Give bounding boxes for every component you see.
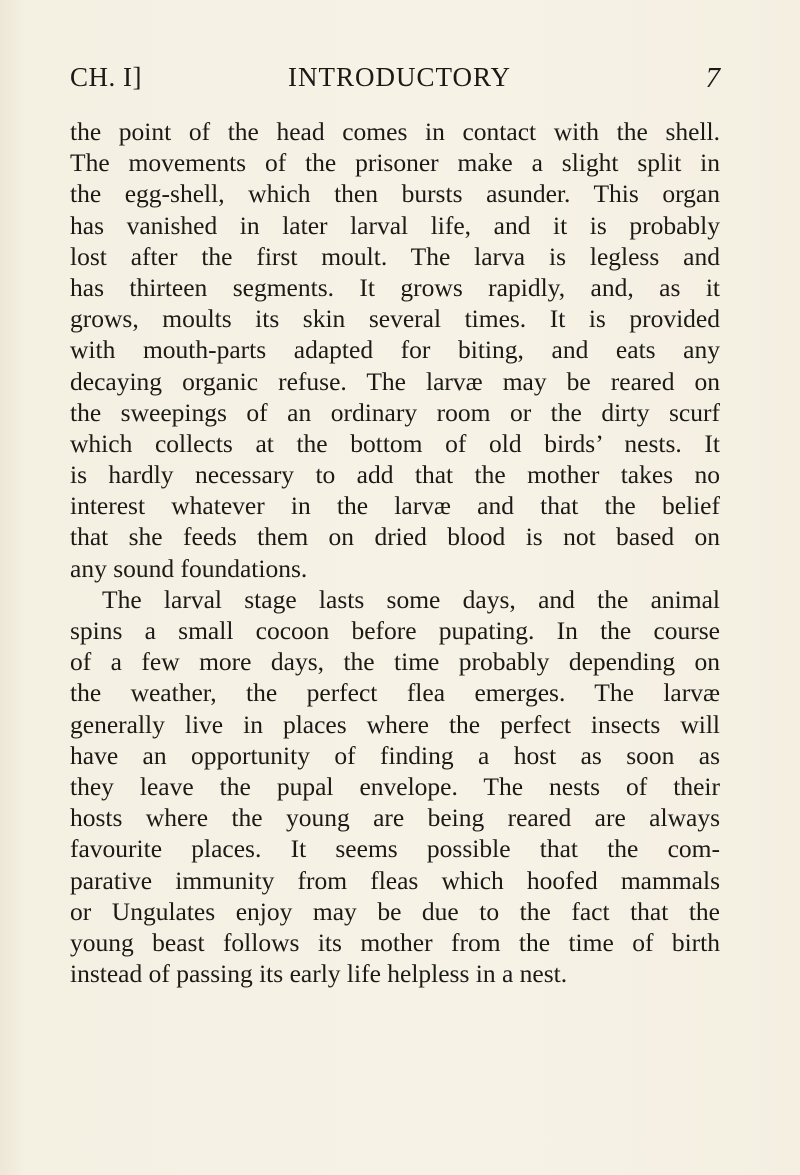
- text-line: favourite places. It seems possible that the com-: [70, 834, 720, 864]
- text-line: has thirteen segments. It grows rapidly, and, as it: [70, 272, 720, 302]
- section-title: INTRODUCTORY: [288, 62, 512, 92]
- text-line: lost after the first moult. The larva is legless and: [70, 241, 720, 271]
- text-line: they leave the pupal envelope. The nests of their: [70, 771, 720, 801]
- text-line: interest whatever in the larvæ and that the belief: [70, 491, 720, 521]
- text-line: the egg-shell, which then bursts asunder. This organ: [70, 179, 720, 209]
- text-line: is hardly necessary to add that the mother takes no: [70, 460, 720, 490]
- text-line: of a few more days, the time probably depending on: [70, 647, 720, 677]
- text-line: have an opportunity of finding a host as soon as: [70, 740, 720, 770]
- running-head: [70, 62, 720, 102]
- page-number: 7: [705, 62, 720, 94]
- text-line: the weather, the perfect flea emerges. The larvæ: [70, 678, 720, 708]
- text-line: the sweepings of an ordinary room or the dirty scurf: [70, 397, 720, 427]
- text-line: decaying organic refuse. The larvæ may be reared on: [70, 366, 720, 396]
- paragraph-end-line: instead of passing its early life helpless in a nest.: [70, 959, 568, 989]
- text-line: which collects at the bottom of old birds’ nests. It: [70, 428, 720, 458]
- text-line: or Ungulates enjoy may be due to the fact that the: [70, 896, 720, 926]
- text-line: the point of the head comes in contact with the shell.: [70, 117, 720, 146]
- text-line: young beast follows its mother from the time of birth: [70, 927, 720, 957]
- chapter-label: CH. I]: [70, 62, 142, 92]
- text-line: parative immunity from fleas which hoofed mammals: [70, 865, 720, 895]
- text-line: The movements of the prisoner make a slight split in: [70, 148, 720, 178]
- text-line: with mouth-parts adapted for biting, and eats any: [70, 335, 720, 365]
- text-line: that she feeds them on dried blood is not based on: [70, 522, 720, 552]
- text-line: generally live in places where the perfect insects will: [70, 709, 720, 739]
- paragraph-end-line: any sound foundations.: [70, 553, 308, 583]
- body-text: [70, 116, 720, 989]
- paragraph-start-line: The larval stage lasts some days, and the animal: [102, 584, 720, 614]
- text-line: hosts where the young are being reared are always: [70, 803, 720, 833]
- text-line: spins a small cocoon before pupating. In the course: [70, 616, 720, 645]
- text-line: grows, moults its skin several times. It is provided: [70, 304, 720, 334]
- text-line: has vanished in later larval life, and it is probably: [70, 210, 720, 240]
